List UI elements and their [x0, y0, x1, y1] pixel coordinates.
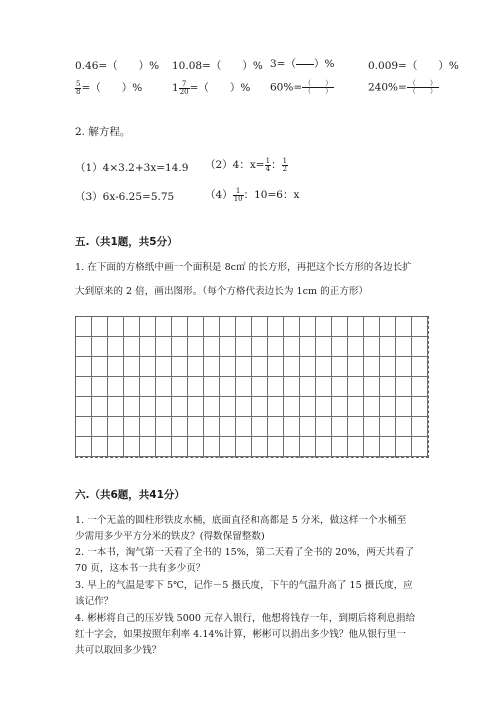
conversion-3	[270, 56, 334, 72]
equation-2-ratio: ：	[271, 159, 282, 171]
section-6-line-8: 红十字会，如果按照年利率 4.14%计算，彬彬可以捐出多少钱？他从银行里一	[75, 629, 406, 640]
section-5-question-line-1: 1. 在下面的方格纸中画一个面积是 8c㎡ 的长方形，再把这个长方形的各边长扩	[75, 262, 412, 273]
fraction-1-2: $\frac{1}{2}$	[282, 156, 288, 173]
conversion-1-7-20-rest: =（ ）%	[189, 82, 251, 94]
conversion-3-blank	[296, 57, 314, 72]
conversion-60pct-prefix: 60%=	[270, 81, 303, 94]
conversion-1-7-20	[172, 80, 250, 96]
section-6-heading: 六.（共6题，共41分）	[75, 489, 185, 501]
section-5-question-line-2: 大到原来的 2 倍，画出图形。（每个方格代表边长为 1cm 的正方形）	[75, 286, 369, 297]
equation-3: （3）6x-6.25=5.75	[75, 191, 175, 203]
conversion-3-suffix: ）%	[313, 58, 335, 70]
section-5-heading: 五.（共1题，共5分）	[75, 236, 178, 248]
conversion-3-prefix: 3=（	[270, 58, 296, 70]
conversion-0.009: 0.009=（ ）%	[368, 60, 459, 72]
conversion-10.08: 10.08=（ ）%	[172, 60, 263, 72]
section-6-line-1: 1. 一个无盖的圆柱形铁皮水桶，底面直径和高都是 5 分米，做这样一个水桶至	[75, 515, 407, 526]
section-6-line-6: 该记作？	[75, 596, 114, 607]
fraction-7-20: $\frac{7}{20}$	[179, 79, 189, 96]
equation-2	[205, 157, 288, 173]
conversion-240pct	[368, 80, 439, 95]
blank-fraction-240pct: （ ） （ ）	[408, 79, 437, 95]
fraction-1-4: $\frac{1}{4}$	[265, 156, 271, 173]
conversion-5-8-rest: =（ ）%	[81, 82, 143, 94]
fraction-1-10: $\frac{1}{10}$	[233, 186, 243, 203]
section-6-line-5: 3. 早上的气温是零下 5℃，记作－5 摄氏度，下午的气温升高了 15 摄氏度，应	[75, 580, 413, 591]
equation-1: （1）4×3.2+3x=14.9	[75, 162, 189, 174]
conversion-0.46: 0.46=（ ）%	[75, 60, 160, 72]
fraction-5-8: $\frac{5}{8}$	[76, 79, 81, 96]
section-6-line-9: 共可以取回多少钱？	[75, 645, 162, 656]
equation-4-prefix: （4）	[205, 189, 233, 201]
conversion-5-8	[75, 80, 142, 96]
section-6-line-2: 少需用多少平方分米的铁皮？(得数保留整数)	[75, 531, 265, 542]
conversion-60pct	[270, 80, 334, 95]
section-6-line-4: 70 页，这本书一共有多少页？	[75, 563, 206, 574]
grid-paper	[75, 316, 429, 458]
equation-4-rest: ：10=6：x	[243, 189, 300, 201]
section-6-line-7: 4. 彬彬将自己的压岁钱 5000 元存入银行，他想将钱存一年，到期后将利息捐给	[75, 613, 416, 624]
equation-2-prefix: （2）4：x=	[205, 159, 265, 171]
conversion-240pct-prefix: 240%=	[368, 81, 407, 94]
section-6-line-3: 2. 一本书，淘气第一天看了全书的 15%，第二天看了全书的 20%，两天共看了	[75, 547, 415, 558]
question-2-title: 2. 解方程。	[75, 126, 131, 138]
blank-fraction-60pct: （ ） （ ）	[304, 79, 333, 95]
equation-4	[205, 187, 299, 203]
mixed-integer: 1	[172, 82, 179, 94]
